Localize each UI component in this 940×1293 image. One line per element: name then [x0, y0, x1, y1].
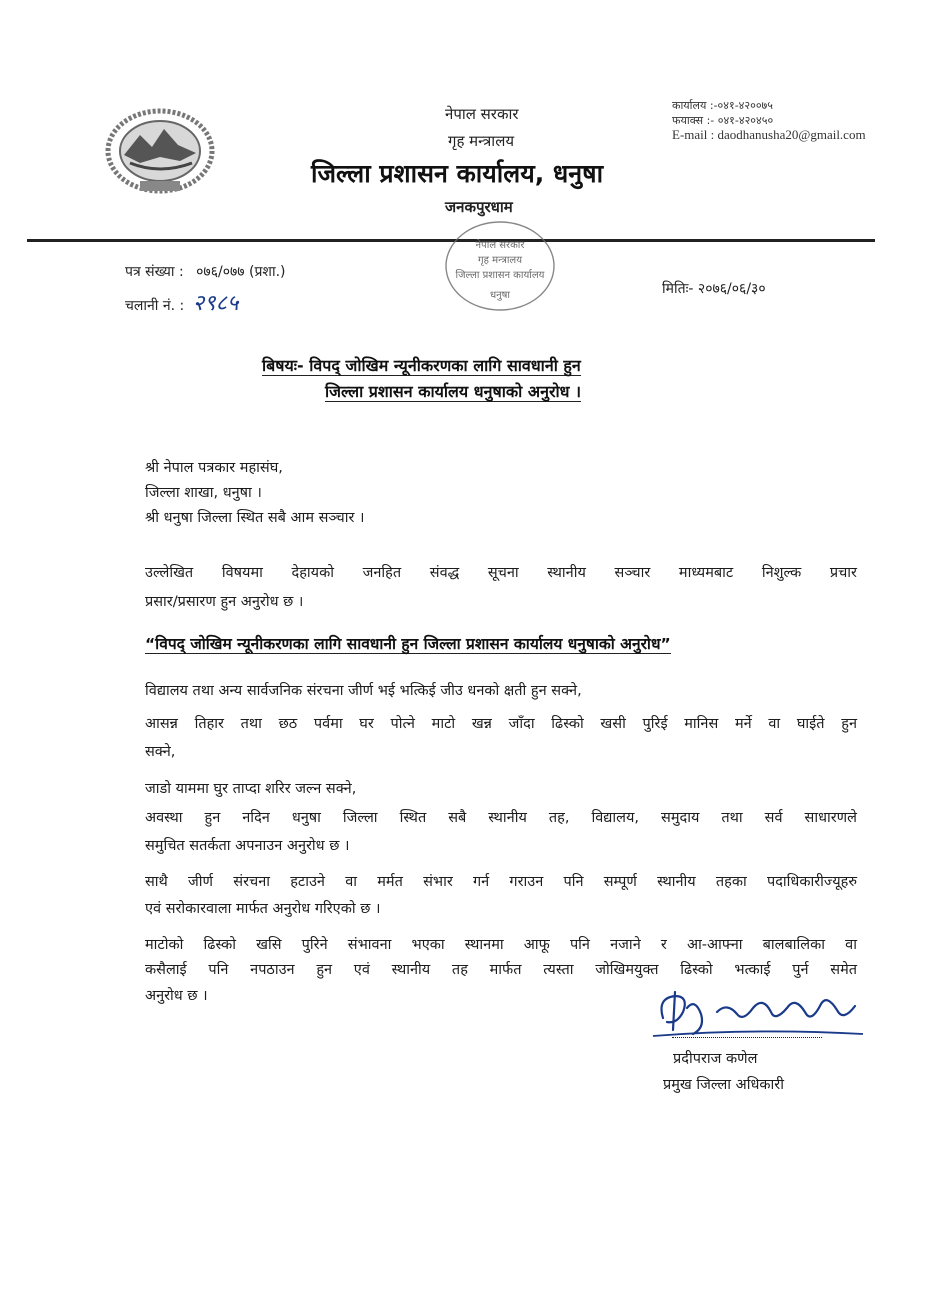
- letter-number-label: पत्र संख्या :: [125, 264, 184, 280]
- government-name: नेपाल सरकार: [445, 105, 519, 123]
- stamp-line3: जिल्ला प्रशासन कार्यालय: [455, 270, 545, 281]
- paragraph-5-line2: एवं सरोकारवाला मार्फत अनुरोध गरिएको छ ।: [145, 901, 381, 917]
- letter-date: मितिः- २०७६/०६/३०: [662, 281, 766, 297]
- subject-line1: बिषयः- विपद् जोखिम न्यूनीकरणका लागि सावधानी हुन: [262, 356, 581, 375]
- subject-line2: जिल्ला प्रशासन कार्यालय धनुषाको अनुरोध ।: [325, 382, 582, 401]
- paragraph-1: विद्यालय तथा अन्य सार्वजनिक संरचना जीर्ण भई भत्किई जीउ धनको क्षती हुन सक्ने,: [145, 683, 582, 699]
- intro-line2: प्रसार/प्रसारण हुन अनुरोध छ ।: [145, 594, 304, 610]
- paragraph-3: जाडो याममा घुर ताप्दा शरिर जल्न सक्ने,: [145, 781, 357, 797]
- letter-number-row: [125, 262, 286, 281]
- signature-line: [672, 1037, 822, 1038]
- dispatch-number-row: [125, 287, 238, 317]
- notice-title: “विपद् जोखिम न्यूनीकरणका लागि सावधानी हुन जिल्ला प्रशासन कार्यालय धनुषाको अनुरोध”: [145, 635, 671, 653]
- recipient-3: श्री धनुषा जिल्ला स्थित सबै आम सञ्चार ।: [145, 510, 365, 526]
- paragraph-2-line1: आसन्न तिहार तथा छठ पर्वमा घर पोत्ने माटो खन्न जाँदा ढिस्को खसी पुरिई मानिस मर्ने वा घाईते हुन: [145, 716, 857, 732]
- paragraph-6-line3: अनुरोध छ ।: [145, 988, 208, 1004]
- fax-number: फयाक्स :- ०४१-४२०४५०: [672, 114, 774, 127]
- paragraph-2-line2: सक्ने,: [145, 744, 176, 760]
- recipient-2: जिल्ला शाखा, धनुषा ।: [145, 485, 262, 501]
- office-title: जिल्ला प्रशासन कार्यालय, धनुषा: [311, 159, 604, 188]
- stamp-line1: नेपाल सरकार: [475, 240, 525, 251]
- signatory-title: प्रमुख जिल्ला अधिकारी: [663, 1077, 784, 1093]
- paragraph-4-line2: समुचित सतर्कता अपनाउन अनुरोध छ ।: [145, 838, 350, 854]
- dispatch-label: चलानी नं. :: [125, 298, 185, 314]
- office-phone: कार्यालय :-०४१-४२००७५: [672, 99, 773, 112]
- signatory-name: प्रदीपराज कणेल: [673, 1051, 758, 1067]
- intro-line1: उल्लेखित विषयमा देहायको जनहित संवद्ध सूचना स्थानीय सञ्चार माध्यमबाट निशुल्क प्रचार: [145, 565, 857, 581]
- ministry-name: गृह मन्त्रालय: [448, 132, 515, 150]
- recipient-1: श्री नेपाल पत्रकार महासंघ,: [145, 460, 283, 476]
- office-stamp: [440, 218, 560, 318]
- email-address: E-mail : daodhanusha20@gmail.com: [672, 127, 866, 142]
- paragraph-4-line1: अवस्था हुन नदिन धनुषा जिल्ला स्थित सबै स्थानीय तह, विद्यालय, समुदाय तथा सर्व साधारणले: [145, 810, 857, 826]
- nepal-emblem-icon: [100, 103, 220, 199]
- stamp-line2: गृह मन्त्रालय: [477, 255, 523, 266]
- letter-number: ०७६/०७७ (प्रशा.): [196, 264, 286, 280]
- paragraph-5-line1: साथै जीर्ण संरचना हटाउने वा मर्मत संभार गर्न गराउन पनि सम्पूर्ण स्थानीय तहका पदाधिकारीज्यूहरु: [145, 874, 857, 890]
- office-location: जनकपुरधाम: [445, 198, 513, 216]
- recipient-list: [145, 456, 365, 531]
- stamp-line4: धनुषा: [489, 290, 511, 301]
- dispatch-number: २९८५: [192, 290, 239, 315]
- paragraph-6-line1: माटोको ढिस्को खसि पुरिने संभावना भएका स्थानमा आफू पनि नजाने र आ-आफ्ना बालबालिका वा: [145, 937, 857, 953]
- paragraph-6-line2: कसैलाई पनि नपठाउन हुन एवं स्थानीय तह मार्फत त्यस्ता जोखिमयुक्त ढिस्को भत्काई पुर्न समेत: [145, 962, 857, 978]
